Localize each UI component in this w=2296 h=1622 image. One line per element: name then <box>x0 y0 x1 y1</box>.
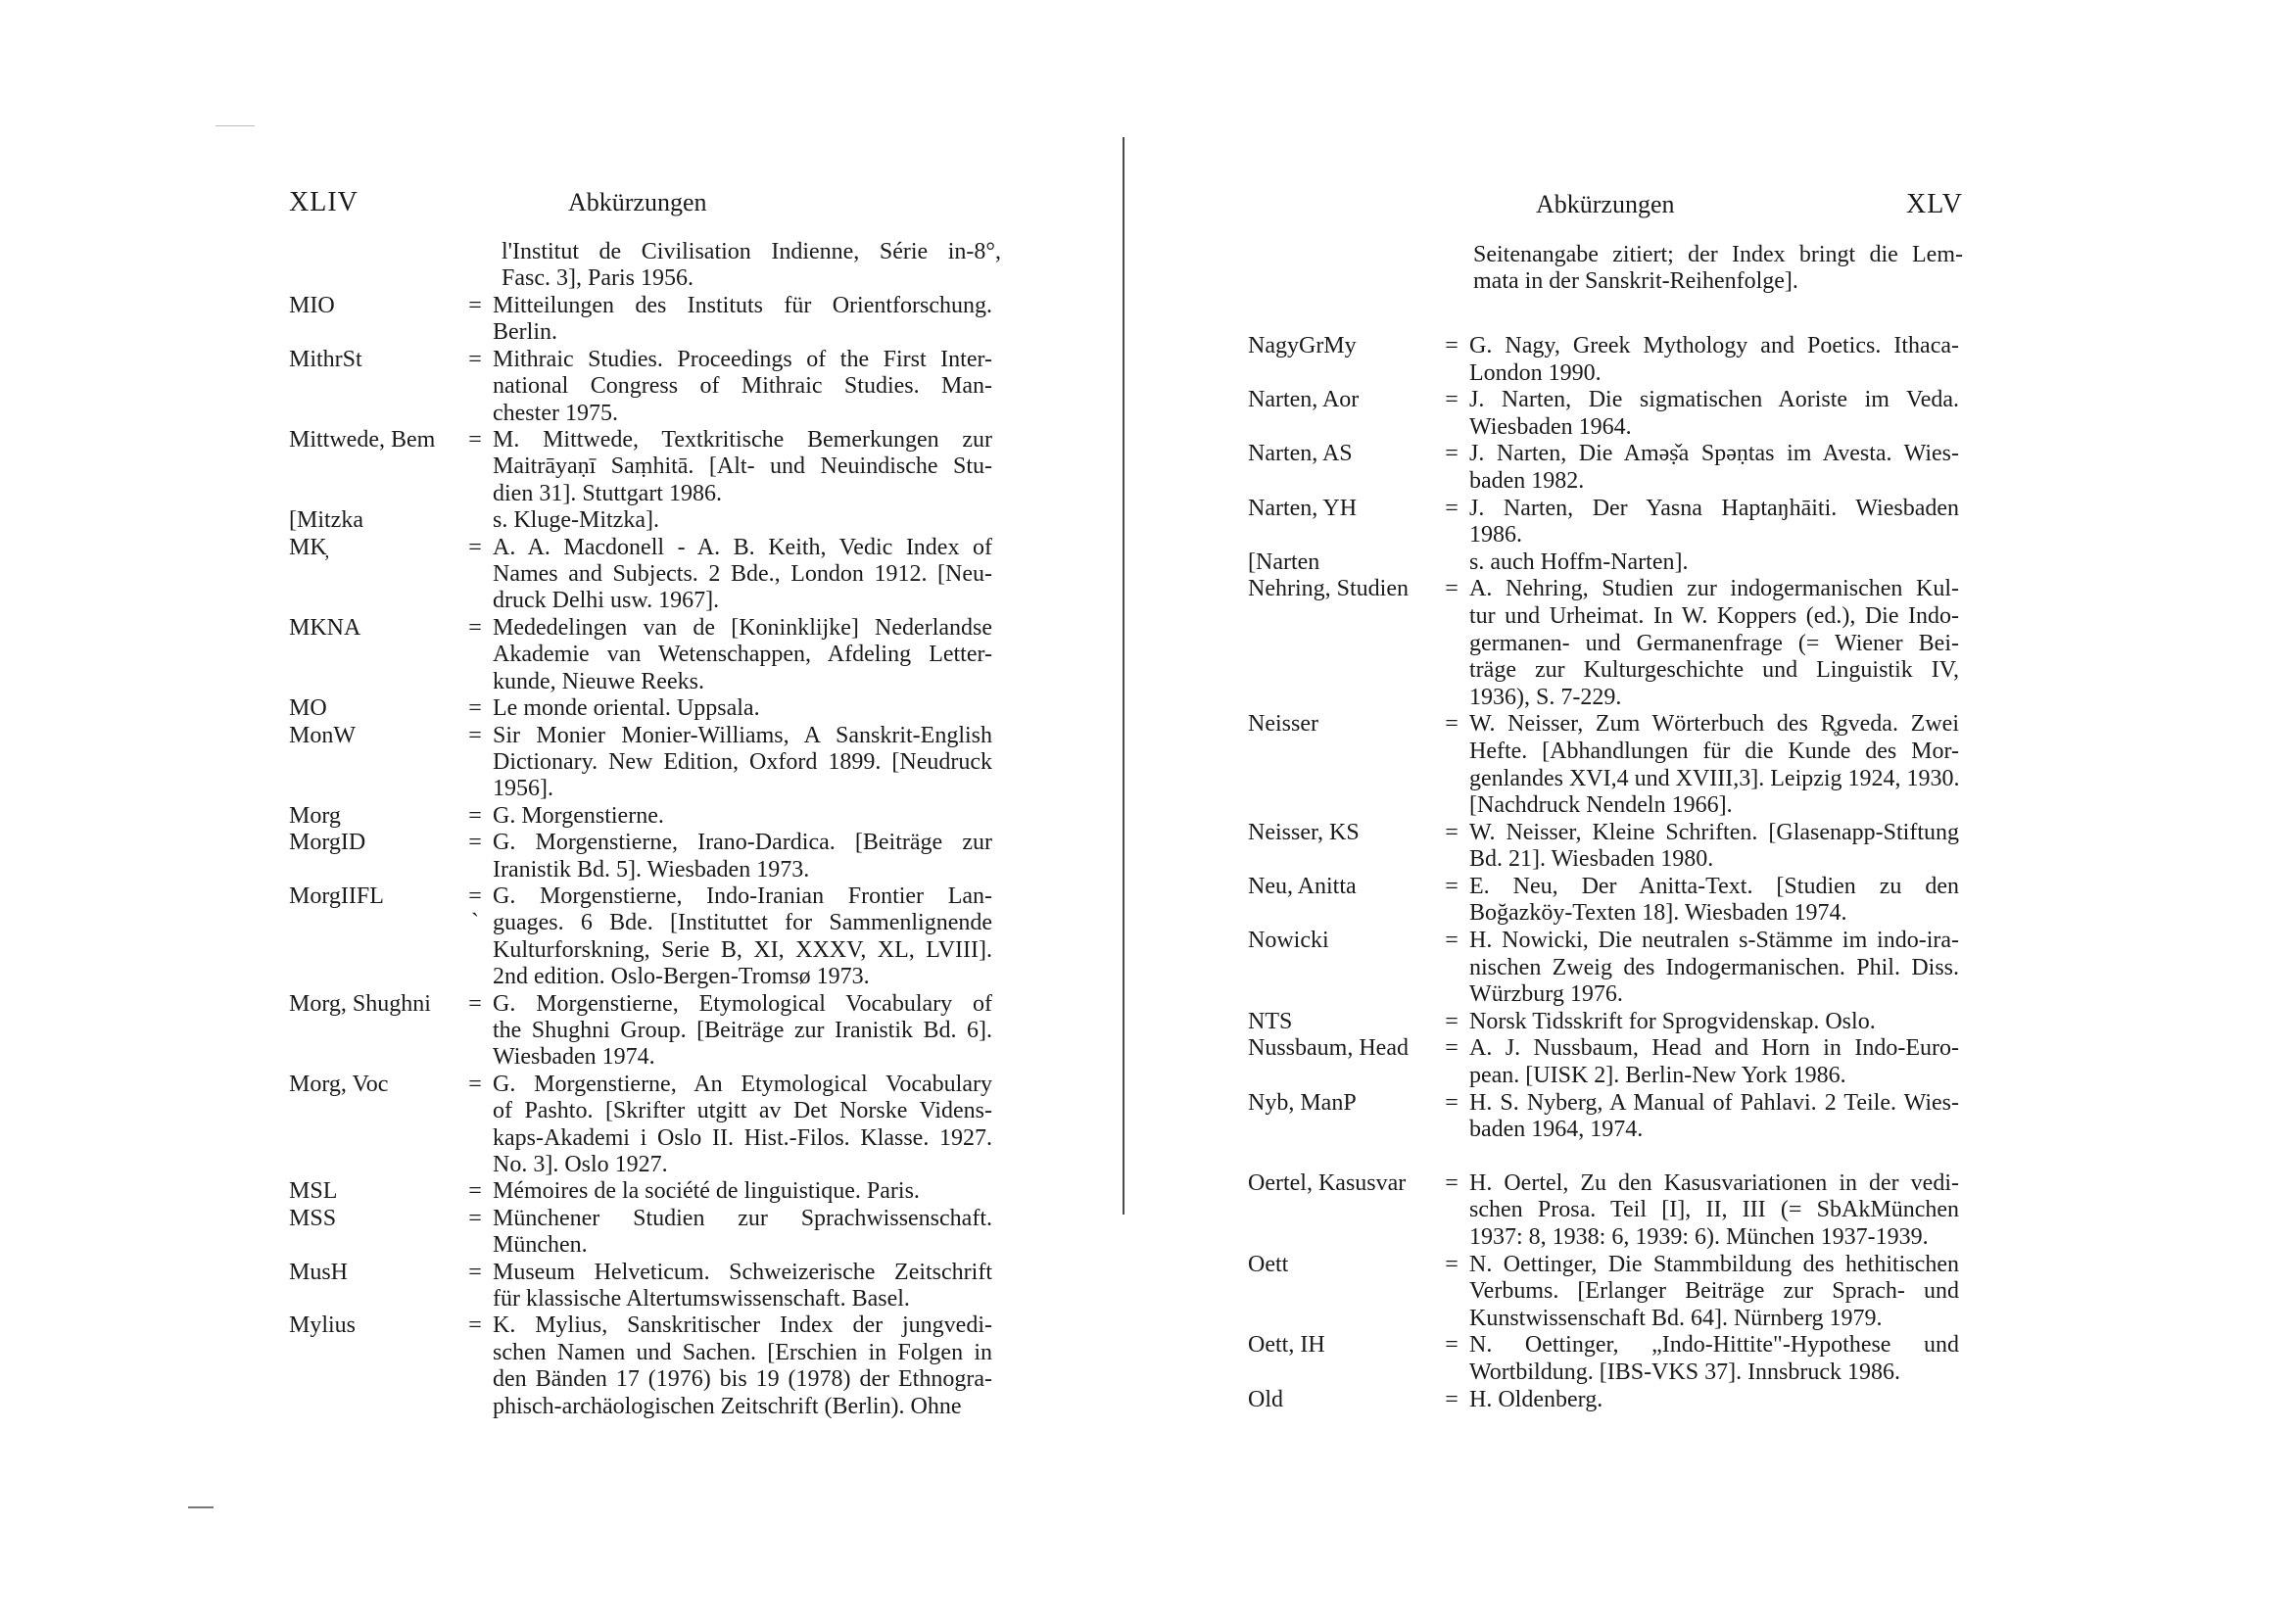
abbreviation-entry <box>289 535 992 615</box>
entry-equals-sign: = <box>468 722 482 748</box>
definition-line: Names and Subjects. 2 Bde., London 1912. [Neu- <box>493 561 992 588</box>
entry-equals-sign: = <box>468 1205 482 1231</box>
abbreviation-entry <box>1248 1252 1959 1333</box>
entry-definition <box>493 1260 992 1313</box>
definition-line: Wiesbaden 1974. <box>493 1044 655 1071</box>
entry-equals-sign: = <box>468 346 482 372</box>
definition-line: of Pashto. [Skrifter utgitt av Det Norske Videns- <box>493 1098 992 1124</box>
entry-abbreviation: MKNA <box>289 614 361 641</box>
definition-line: G. Morgenstierne, An Etymological Vocabulary <box>493 1071 992 1097</box>
definition-line: N. Oettinger, Die Stammbildung des hethitischen <box>1469 1251 1959 1277</box>
right-continuation <box>1473 242 1963 296</box>
entry-definition <box>1469 820 1959 874</box>
definition-line: 1936), S. 7-229. <box>1469 684 1622 710</box>
left-continuation <box>502 239 1001 293</box>
abbreviation-entry <box>289 1206 992 1260</box>
definition-line: Boğazköy-Texten 18]. Wiesbaden 1974. <box>1469 900 1847 927</box>
definition-line: A. Nehring, Studien zur indogermanischen Kul- <box>1469 576 1959 602</box>
definition-line: Bd. 21]. Wiesbaden 1980. <box>1469 846 1714 873</box>
entry-equals-sign: = <box>1445 873 1459 899</box>
abbreviation-entry <box>1248 333 1959 387</box>
entry-equals-sign: = ` <box>468 883 482 936</box>
entry-equals-sign: = <box>1445 819 1459 845</box>
entry-abbreviation: NTS <box>1248 1008 1293 1034</box>
entry-abbreviation: Narten, Aor <box>1248 387 1360 413</box>
entry-abbreviation: Morg, Voc <box>289 1071 389 1097</box>
entry-definition <box>1469 1387 1959 1414</box>
definition-line: H. Oertel, Zu den Kasusvariationen in der vedi- <box>1469 1169 1959 1196</box>
definition-line: Akademie van Wetenschappen, Afdeling Letter- <box>493 642 992 668</box>
abbreviation-entry <box>289 427 992 507</box>
definition-line: genlandes XVI,4 und XVIII,3]. Leipzig 1924, 1930. <box>1469 765 1960 791</box>
definition-line: guages. 6 Bde. [Instituttet for Sammenlignende <box>493 910 992 936</box>
definition-line: s. auch Hoffm-Narten]. <box>1469 549 1689 575</box>
entry-abbreviation: Narten, AS <box>1248 441 1353 467</box>
entry-definition <box>1469 928 1959 1009</box>
entry-abbreviation: Neisser <box>1248 711 1318 738</box>
entry-equals-sign: = <box>1445 1035 1459 1062</box>
entry-definition <box>1469 1009 1959 1036</box>
abbreviation-entry <box>289 615 992 695</box>
definition-line: W. Neisser, Zum Wörterbuch des R̥gveda. Zwei <box>1469 711 1959 738</box>
entry-equals-sign: = <box>1445 1332 1459 1359</box>
entry-equals-sign: = <box>468 427 482 453</box>
entry-equals-sign: = <box>1445 333 1459 358</box>
entry-equals-sign: = <box>1445 711 1459 738</box>
continuation-line: mata in der Sanskrit-Reihenfolge]. <box>1473 268 1798 295</box>
page-gutter <box>1123 137 1124 1215</box>
right-page <box>1126 0 2296 1622</box>
right-folio: XLV <box>1906 189 1963 219</box>
definition-line: germanen- und Germanenfrage (= Wiener Bei- <box>1469 630 1959 656</box>
entry-abbreviation: Nussbaum, Head <box>1248 1035 1409 1062</box>
definition-line: Wortbildung. [IBS-VKS 37]. Innsbruck 1986. <box>1469 1359 1901 1385</box>
entry-definition <box>493 883 992 991</box>
entry-equals-sign: = <box>468 1312 482 1339</box>
entry-abbreviation: Neisser, KS <box>1248 819 1360 845</box>
entry-abbreviation: Neu, Anitta <box>1248 873 1357 899</box>
abbreviation-entry <box>289 991 992 1072</box>
abbreviation-entry <box>289 1072 992 1179</box>
definition-line: druck Delhi usw. 1967]. <box>493 588 720 614</box>
definition-line: J. Narten, Die sigmatischen Aoriste im Veda. <box>1469 387 1959 413</box>
entry-abbreviation: MSS <box>289 1205 337 1231</box>
entry-abbreviation: MK̦ <box>289 534 327 560</box>
entry-definition <box>1469 387 1959 441</box>
entry-abbreviation: Nehring, Studien <box>1248 576 1409 602</box>
definition-line: phisch-archäologischen Zeitschrift (Berlin). Ohne <box>493 1393 962 1419</box>
entry-equals-sign: = <box>468 1259 482 1285</box>
entry-definition <box>493 347 992 427</box>
abbreviation-entry <box>1248 1090 1959 1144</box>
definition-line: schen Prosa. Teil [I], II, III (= SbAkMünchen <box>1469 1197 1959 1223</box>
scan-speck <box>188 1506 214 1508</box>
entry-abbreviation: [Mitzka <box>289 507 363 534</box>
entry-definition <box>1469 549 1959 577</box>
definition-line: für klassische Altertumswissenschaft. Basel. <box>493 1286 910 1312</box>
entry-abbreviation: Oertel, Kasusvar <box>1248 1169 1407 1196</box>
abbreviation-entry <box>1248 1387 1959 1414</box>
definition-line: Kunstwissenschaft Bd. 64]. Nürnberg 1979. <box>1469 1305 1883 1331</box>
definition-line: Hefte. [Abhandlungen für die Kunde des Mor- <box>1469 738 1959 764</box>
entry-equals-sign: = <box>1445 441 1459 467</box>
definition-line: G. Morgenstierne. <box>493 802 664 829</box>
entry-equals-sign: = <box>1445 1089 1459 1116</box>
definition-line: H. S. Nyberg, A Manual of Pahlavi. 2 Teile. Wies- <box>1469 1089 1959 1116</box>
abbreviation-entry <box>289 695 992 722</box>
definition-line: Maitrāyaṇī Saṃhitā. [Alt- und Neuindische Stu- <box>493 453 992 480</box>
entry-gap <box>1248 1144 1959 1170</box>
abbreviation-entry <box>289 347 992 427</box>
entry-equals-sign: = <box>1445 1251 1459 1277</box>
entry-equals-sign: = <box>1445 387 1459 413</box>
abbreviation-entry <box>1248 441 1959 495</box>
definition-line: H. Nowicki, Die neutralen s-Stämme im indo-ira- <box>1469 928 1959 954</box>
definition-line: 1956]. <box>493 776 553 802</box>
entry-definition <box>493 695 992 722</box>
entry-definition <box>493 830 992 883</box>
entry-abbreviation: Nyb, ManP <box>1248 1089 1357 1116</box>
definition-line: Museum Helveticum. Schweizerische Zeitschrift <box>493 1259 992 1285</box>
entry-definition <box>493 1072 992 1179</box>
entry-abbreviation: Morg <box>289 802 341 829</box>
definition-line: W. Neisser, Kleine Schriften. [Glasenapp-Stiftung <box>1469 819 1959 845</box>
entry-definition <box>493 615 992 695</box>
entry-abbreviation: [Narten <box>1248 549 1320 575</box>
entry-equals-sign: = <box>468 830 482 856</box>
definition-line: Iranistik Bd. 5]. Wiesbaden 1973. <box>493 856 810 883</box>
definition-line: G. Morgenstierne, Etymological Vocabulary of <box>493 990 992 1017</box>
definition-line: Dictionary. New Edition, Oxford 1899. [Neudruck <box>493 748 992 775</box>
definition-line: chester 1975. <box>493 400 618 426</box>
abbreviation-entry <box>1248 1170 1959 1252</box>
definition-line: s. Kluge-Mitzka]. <box>493 507 659 534</box>
entry-definition <box>1469 1332 1959 1386</box>
definition-line: baden 1982. <box>1469 467 1585 494</box>
definition-line: baden 1964, 1974. <box>1469 1117 1644 1143</box>
entry-definition <box>1469 1170 1959 1252</box>
definition-line: Kulturforskning, Serie B, XI, XXXV, XL, LVIII]. <box>493 936 992 963</box>
entry-equals-sign: = <box>468 695 482 722</box>
definition-line: Berlin. <box>493 319 557 346</box>
abbreviation-entry <box>289 830 992 883</box>
entry-abbreviation: MSL <box>289 1178 338 1205</box>
definition-line: Wiesbaden 1964. <box>1469 413 1632 440</box>
definition-line: the Shughni Group. [Beiträge zur Iranistik Bd. 6]. <box>493 1017 992 1043</box>
abbreviation-entry <box>1248 1332 1959 1386</box>
entry-definition <box>493 427 992 507</box>
definition-line: H. Oldenberg. <box>1469 1386 1603 1412</box>
definition-line: national Congress of Mithraic Studies. Man- <box>493 373 992 400</box>
entry-equals-sign: = <box>468 1071 482 1097</box>
definition-line: Würzburg 1976. <box>1469 981 1623 1008</box>
entry-definition <box>1469 711 1959 819</box>
abbreviation-entry <box>1248 928 1959 1009</box>
definition-line: Münchener Studien zur Sprachwissenschaft. <box>493 1205 992 1231</box>
abbreviation-entry <box>1248 576 1959 711</box>
continuation-line: Seitenangabe zitiert; der Index bringt die Lem- <box>1473 242 1963 267</box>
entry-abbreviation: Mylius <box>289 1312 357 1339</box>
abbreviation-entry <box>1248 874 1959 928</box>
definition-line: pean. [UISK 2]. Berlin-New York 1986. <box>1469 1063 1846 1089</box>
definition-line: G. Morgenstierne, Irano-Dardica. [Beiträge zur <box>493 830 992 856</box>
entry-definition <box>1469 874 1959 928</box>
entry-abbreviation: NagyGrMy <box>1248 333 1357 358</box>
definition-line: J. Narten, Der Yasna Haptaŋhāiti. Wiesbaden <box>1469 495 1959 521</box>
entry-definition <box>1469 1090 1959 1144</box>
entry-abbreviation: Mittwede, Bem <box>289 427 436 453</box>
entry-definition <box>493 1178 992 1205</box>
definition-line: No. 3]. Oslo 1927. <box>493 1152 668 1177</box>
entry-abbreviation: MorgIIFL <box>289 883 384 909</box>
left-folio: XLIV <box>289 187 359 217</box>
entry-equals-sign: = <box>1445 495 1459 521</box>
continuation-line: l'Institut de Civilisation Indienne, Série in-8°, <box>502 239 1001 264</box>
definition-line: Le monde oriental. Uppsala. <box>493 695 760 722</box>
abbreviation-entry <box>289 883 992 991</box>
definition-line: G. Morgenstierne, Indo-Iranian Frontier Lan- <box>493 883 992 909</box>
definition-line: A. J. Nussbaum, Head and Horn in Indo-Euro- <box>1469 1035 1959 1062</box>
entry-abbreviation: Oett <box>1248 1251 1289 1277</box>
definition-line: A. A. Macdonell - A. B. Keith, Vedic Index of <box>493 534 992 560</box>
entry-definition <box>493 535 992 615</box>
abbreviation-entry <box>1248 820 1959 874</box>
entry-abbreviation: MithrSt <box>289 346 362 372</box>
entry-abbreviation: MusH <box>289 1259 349 1285</box>
abbreviation-entry <box>289 293 992 347</box>
definition-line: Norsk Tidsskrift for Sprogvidenskap. Oslo. <box>1469 1008 1876 1034</box>
abbreviation-entry <box>1248 711 1959 819</box>
definition-line: M. Mittwede, Textkritische Bemerkungen zur <box>493 427 992 453</box>
entry-definition <box>493 507 992 534</box>
left-page <box>0 0 1126 1622</box>
entry-definition <box>1469 576 1959 711</box>
definition-line: 1937: 8, 1938: 6, 1939: 6). München 1937-1939. <box>1469 1224 1929 1250</box>
left-entry-list <box>289 293 992 1420</box>
entry-equals-sign: = <box>1445 576 1459 602</box>
definition-line: 1986. <box>1469 522 1522 549</box>
definition-line: Mémoires de la société de linguistique. Paris. <box>493 1178 920 1205</box>
definition-line: Mededelingen van de [Koninklijke] Nederlandse <box>493 614 992 641</box>
entry-equals-sign: = <box>468 293 482 318</box>
right-entry-list <box>1248 333 1959 1413</box>
entry-abbreviation: Old <box>1248 1386 1283 1412</box>
entry-definition <box>1469 1035 1959 1089</box>
definition-line: tur und Urheimat. In W. Koppers (ed.), Die Indo- <box>1469 602 1959 629</box>
left-running-head: Abkürzungen <box>568 188 707 216</box>
entry-abbreviation: Narten, YH <box>1248 495 1358 521</box>
entry-abbreviation: MonW <box>289 722 356 748</box>
entry-equals-sign: = <box>468 534 482 560</box>
definition-line: [Nachdruck Nendeln 1966]. <box>1469 792 1733 819</box>
definition-line: Mithraic Studies. Proceedings of the First Inter- <box>493 346 992 372</box>
abbreviation-entry <box>1248 387 1959 441</box>
abbreviation-entry <box>289 507 992 534</box>
definition-line: J. Narten, Die Aməṣ̌a Spəṇtas im Avesta. Wies- <box>1469 441 1959 467</box>
abbreviation-entry <box>1248 549 1959 577</box>
entry-equals-sign: = <box>468 1178 482 1205</box>
abbreviation-entry <box>1248 496 1959 549</box>
definition-line: dien 31]. Stuttgart 1986. <box>493 480 722 506</box>
definition-line: London 1990. <box>1469 359 1602 386</box>
entry-definition <box>1469 333 1959 387</box>
entry-definition <box>493 1312 992 1420</box>
entry-abbreviation: MorgID <box>289 830 366 856</box>
scan-speck <box>215 125 255 126</box>
abbreviation-entry <box>1248 1035 1959 1089</box>
definition-line: kaps-Akademi i Oslo II. Hist.-Filos. Klasse. 1927. <box>493 1124 992 1151</box>
definition-line: den Bänden 17 (1976) bis 19 (1978) der Ethnogra- <box>493 1366 992 1393</box>
abbreviation-entry <box>289 1178 992 1205</box>
continuation-line: Fasc. 3], Paris 1956. <box>502 265 694 292</box>
entry-abbreviation: Nowicki <box>1248 928 1329 954</box>
entry-definition <box>493 803 992 830</box>
definition-line: E. Neu, Der Anitta-Text. [Studien zu den <box>1469 873 1959 899</box>
entry-definition <box>1469 496 1959 549</box>
entry-definition <box>493 1206 992 1260</box>
definition-line: träge zur Kulturgeschichte und Linguistik IV, <box>1469 657 1959 684</box>
definition-line: Sir Monier Monier-Williams, A Sanskrit-English <box>493 722 992 748</box>
abbreviation-entry <box>289 803 992 830</box>
entry-equals-sign: = <box>468 614 482 641</box>
definition-line: Verbums. [Erlanger Beiträge zur Sprach- und <box>1469 1278 1959 1305</box>
abbreviation-entry <box>289 1260 992 1313</box>
entry-definition <box>493 723 992 803</box>
entry-definition <box>493 991 992 1072</box>
definition-line: Mitteilungen des Instituts für Orientforschung. <box>493 293 992 318</box>
entry-equals-sign: = <box>1445 1008 1459 1034</box>
entry-definition <box>1469 1252 1959 1333</box>
abbreviation-entry <box>1248 1009 1959 1036</box>
definition-line: G. Nagy, Greek Mythology and Poetics. Ithaca- <box>1469 333 1959 358</box>
abbreviation-entry <box>289 1312 992 1420</box>
entry-definition <box>493 293 992 347</box>
entry-abbreviation: Morg, Shughni <box>289 990 431 1017</box>
entry-equals-sign: = <box>468 990 482 1017</box>
entry-equals-sign: = <box>468 802 482 829</box>
entry-abbreviation: MIO <box>289 293 335 318</box>
definition-line: schen Namen und Sachen. [Erschien in Folgen in <box>493 1339 992 1365</box>
abbreviation-entry <box>289 723 992 803</box>
definition-line: 2nd edition. Oslo-Bergen-Tromsø 1973. <box>493 964 870 990</box>
entry-definition <box>1469 441 1959 495</box>
definition-line: N. Oettinger, „Indo-Hittite"-Hypothese und <box>1469 1332 1959 1359</box>
definition-line: München. <box>493 1232 588 1259</box>
right-running-head: Abkürzungen <box>1536 190 1675 218</box>
entry-equals-sign: = <box>1445 928 1459 954</box>
definition-line: nischen Zweig des Indogermanischen. Phil. Diss. <box>1469 954 1959 980</box>
definition-line: K. Mylius, Sanskritischer Index der jungvedi- <box>493 1312 992 1339</box>
entry-abbreviation: Oett, IH <box>1248 1332 1325 1359</box>
entry-equals-sign: = <box>1445 1386 1459 1412</box>
definition-line: kunde, Nieuwe Reeks. <box>493 668 704 694</box>
entry-equals-sign: = <box>1445 1169 1459 1196</box>
entry-abbreviation: MO <box>289 695 327 722</box>
